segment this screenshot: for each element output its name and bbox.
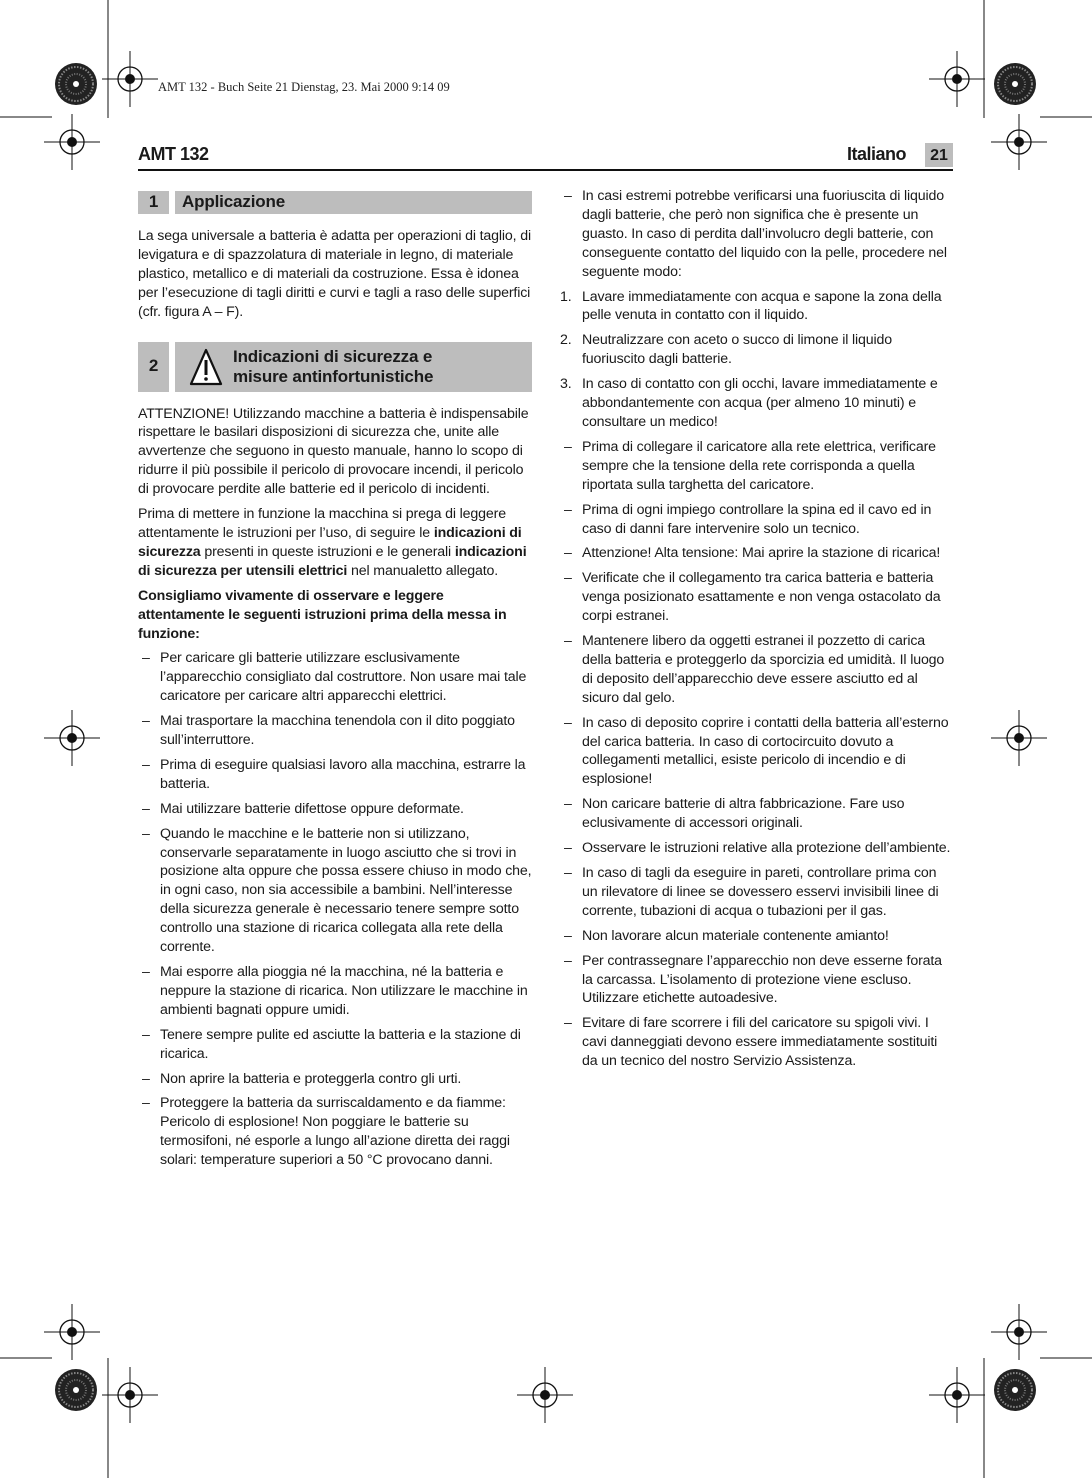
list-item	[560, 501, 954, 539]
item-text: Neutralizzare con aceto o succo di limone il liquido fuoriuscito dagli batterie.	[582, 332, 893, 368]
list-item	[560, 632, 954, 708]
header-model: AMT 132	[138, 144, 209, 164]
registration-mark-icon	[991, 710, 1047, 766]
dash-marker: –	[564, 1015, 572, 1032]
registration-mark-icon	[102, 1367, 158, 1423]
list-item	[138, 756, 532, 794]
registration-mark-icon	[991, 1304, 1047, 1360]
section-1-heading	[138, 191, 532, 214]
list-item	[560, 795, 954, 833]
registration-mark-icon	[102, 51, 158, 107]
list-item	[560, 544, 954, 563]
list-item	[560, 438, 954, 495]
item-text: In caso di deposito coprire i contatti della batteria all’esterno del carica batteria. In caso di cortocircuito dovuto a collegamenti metallici, esiste pericolo di incendio e di esplosione!	[582, 714, 949, 788]
section-number: 1	[138, 191, 169, 214]
right-list	[560, 438, 954, 1071]
section-title: misure antinfortunistiche	[233, 366, 434, 386]
step-number: 1.	[560, 288, 572, 305]
dash-marker: –	[564, 796, 572, 813]
intro-text: Prima di mettere in funzione la macchina si prega di leggere attentamente le istruzioni per l’uso, di seguire le indicazioni di sicurezza presenti in queste istruzioni e le generali indicazioni di sicurezza per utensili elettrici nel manualetto allegato.	[138, 506, 527, 579]
list-item	[560, 952, 954, 1009]
dash-marker: –	[564, 714, 572, 731]
section-2-heading	[138, 342, 532, 392]
dash-marker: –	[564, 545, 572, 562]
dash-marker: –	[142, 825, 150, 842]
warning-icon	[189, 347, 223, 387]
section-number: 2	[138, 342, 169, 392]
dash-marker: –	[564, 952, 572, 969]
list-item	[138, 800, 532, 819]
item-text: Prima di eseguire qualsiasi lavoro alla macchina, estrarre la batteria.	[160, 756, 526, 792]
steps-list	[560, 288, 954, 432]
item-text: Prima di ogni impiego controllare la spina ed il cavo ed in caso di danni fare intervenire solo un tecnico.	[582, 501, 932, 537]
dash-marker: –	[564, 840, 572, 857]
item-text: Non lavorare alcun materiale contenente amianto!	[582, 927, 889, 944]
header-language: Italiano	[846, 144, 906, 164]
dash-marker: –	[564, 927, 572, 944]
item-text: Evitare di fare scorrere i fili del caricatore su spigoli vivi. I cavi danneggiati devono essere immediatamente sostituiti da un tecnico del nostro Servizio Assistenza.	[582, 1015, 938, 1070]
item-text: Mai esporre alla pioggia né la macchina, né la batteria e neppure la stazione di ricarica. Non utilizzare le macchine in ambienti bagnati oppure umidi.	[160, 964, 528, 1018]
registration-mark-icon	[991, 114, 1047, 170]
header-rule	[138, 169, 953, 171]
item-text: Tenere sempre pulite ed asciutte la batteria e la stazione di ricarica.	[160, 1026, 521, 1062]
dash-marker: –	[564, 570, 572, 587]
item-text: In caso di tagli da eseguire in pareti, controllare prima con un rilevatore di linee se dovessero esservi invisibili linee di corrente, tubazioni di acqua o tubazioni per il gas.	[582, 865, 939, 919]
registration-mark-icon	[44, 710, 100, 766]
dash-marker: –	[564, 633, 572, 650]
item-text: Per contrassegnare l’apparecchio non deve esserne forata la carcassa. L’isolamento di protezione viene escluso. Utilizzare etichette autoadesive.	[582, 952, 942, 1007]
step-item	[560, 375, 954, 432]
registration-mark-icon	[517, 1367, 573, 1423]
rosette-icon	[55, 63, 97, 105]
dash-marker: –	[142, 1095, 150, 1112]
item-text: Mai utilizzare batterie difettose oppure deformate.	[160, 800, 464, 817]
registration-mark-icon	[929, 1367, 985, 1423]
dash-marker: –	[142, 1026, 150, 1043]
list-item	[138, 1026, 532, 1064]
list-item	[560, 714, 954, 790]
list-item	[560, 839, 954, 858]
list-item: – In casi estremi potrebbe verificarsi una fuoriuscita di liquido dagli batterie, che però non significa che è presente un guasto. In caso di perdita dall’involucro degli batterie, con conseguente contatto del liquido con la pelle, procedere nel seguente modo:	[564, 188, 947, 280]
list-item	[560, 864, 954, 921]
dash-marker: –	[142, 1070, 150, 1087]
item-text: Non caricare batterie di altra fabbricazione. Fare uso eclusivamente di accessori originali.	[582, 796, 905, 832]
left-column	[138, 191, 532, 1176]
registration-mark-icon	[929, 51, 985, 107]
step-number: 3.	[560, 376, 572, 393]
list-item	[560, 1014, 954, 1071]
item-text: Mantenere libero da oggetti estranei il pozzetto di carica della batteria e proteggerlo da sporcizia ed umidità. Il luogo di deposito dell’apparecchio deve essere asciutto ed al sicuro dal gelo.	[582, 633, 945, 706]
dash-marker: –	[142, 800, 150, 817]
left-list	[138, 649, 532, 1170]
item-text: Mai trasportare la macchina tenendola con il dito poggiato sull’interruttore.	[160, 713, 515, 749]
dash-marker: –	[142, 713, 150, 730]
item-text: Osservare le istruzioni relative alla protezione dell’ambiente.	[582, 840, 951, 857]
rosette-icon	[55, 1369, 97, 1411]
section-title: Applicazione	[175, 191, 532, 214]
rosette-icon	[994, 1369, 1036, 1411]
dash-marker: –	[564, 865, 572, 881]
print-slug: AMT 132 - Buch Seite 21 Dienstag, 23. Mai 2000 9:14 09	[158, 80, 450, 94]
right-column	[560, 187, 954, 1077]
list-item	[560, 927, 954, 946]
item-text: Proteggere la batteria da surriscaldamento e da fiamme: Pericolo di esplosione! Non poggiare le batterie su termosifoni, né esporle a lungo all’azione diretta dei raggi solari: temperature superiori a 50 °C provocano danni.	[160, 1095, 510, 1169]
section-title: Indicazioni di sicurezza e	[233, 346, 433, 366]
item-text: Per caricare gli batterie utilizzare esclusivamente l’apparecchio consigliato dal costruttore. Non usare mai tale caricatore per caricare altri apparecchi elettrici.	[160, 650, 527, 705]
item-text: Attenzione! Alta tensione: Mai aprire la stazione di ricarica!	[582, 545, 941, 562]
recommendation-text: Consigliamo vivamente di osservare e leggere attentamente le seguenti istruzioni prima della messa in funzione:	[138, 587, 507, 642]
list-item	[138, 1094, 532, 1170]
dash-marker: –	[142, 964, 150, 980]
registration-mark-icon	[44, 1304, 100, 1360]
step-item	[560, 288, 954, 326]
list-item	[138, 712, 532, 750]
item-text: In caso di contatto con gli occhi, lavare immediatamente e abbondantemente con acqua (per almeno 10 minuti) e consultare un medico!	[582, 376, 938, 430]
registration-mark-icon	[44, 114, 100, 170]
section-1-text: La sega universale a batteria è adatta per operazioni di taglio, di levigatura e di spazzolatura di materiale in legno, di materiale plastico, metallico e di materiali da costruzione. Essa è idonea per l’esecuzione di tagli diritti e curvi e tagli a raso delle superfici (cfr. figura A – F).	[138, 228, 531, 320]
item-text: Verificate che il collegamento tra carica batteria e batteria venga posizionato esattamente e non venga ostacolato da corpi estranei.	[582, 570, 941, 625]
list-item	[138, 963, 532, 1020]
step-number: 2.	[560, 332, 572, 349]
list-item	[560, 569, 954, 626]
list-item	[138, 825, 532, 957]
dash-marker: –	[564, 438, 572, 455]
dash-marker: –	[142, 756, 150, 773]
list-item	[138, 1070, 532, 1089]
warning-text: ATTENZIONE! Utilizzando macchine a batteria è indispensabile rispettare le basilari disposizioni di sicurezza che, unite alle avvertenze che seguono in questo manuale, hanno lo scopo di ridurre il più possibile il pericolo di provocare incendi, il pericolo di provocare perdite alle batterie ed il pericolo di incidenti.	[138, 405, 529, 498]
item-text: Quando le macchine e le batterie non si utilizzano, conservarle separatamente in luogo asciutto che si trovi in posizione alta oppure che possa essere chiuso in modo che, in ogni caso, non sia accessibile a bambini. Nell’interesse della sicurezza generale è necessario tenere sempre sotto controllo una stazione di ricarica collegata alla rete della corrente.	[160, 825, 532, 956]
item-text: Prima di collegare il caricatore alla rete elettrica, verificare sempre che la tensione della rete corrisponda a quella riportata sulla targhetta del caricatore.	[582, 438, 936, 493]
item-text: Non aprire la batteria e proteggerla contro gli urti.	[160, 1070, 462, 1087]
dash-marker: –	[564, 501, 572, 518]
page-number: 21	[925, 143, 953, 167]
item-text: Lavare immediatamente con acqua e sapone la zona della pelle venuta in contatto con il liquido.	[582, 288, 942, 324]
step-item	[560, 331, 954, 369]
dash-marker: –	[142, 650, 150, 667]
list-item	[138, 649, 532, 706]
rosette-icon	[994, 63, 1036, 105]
